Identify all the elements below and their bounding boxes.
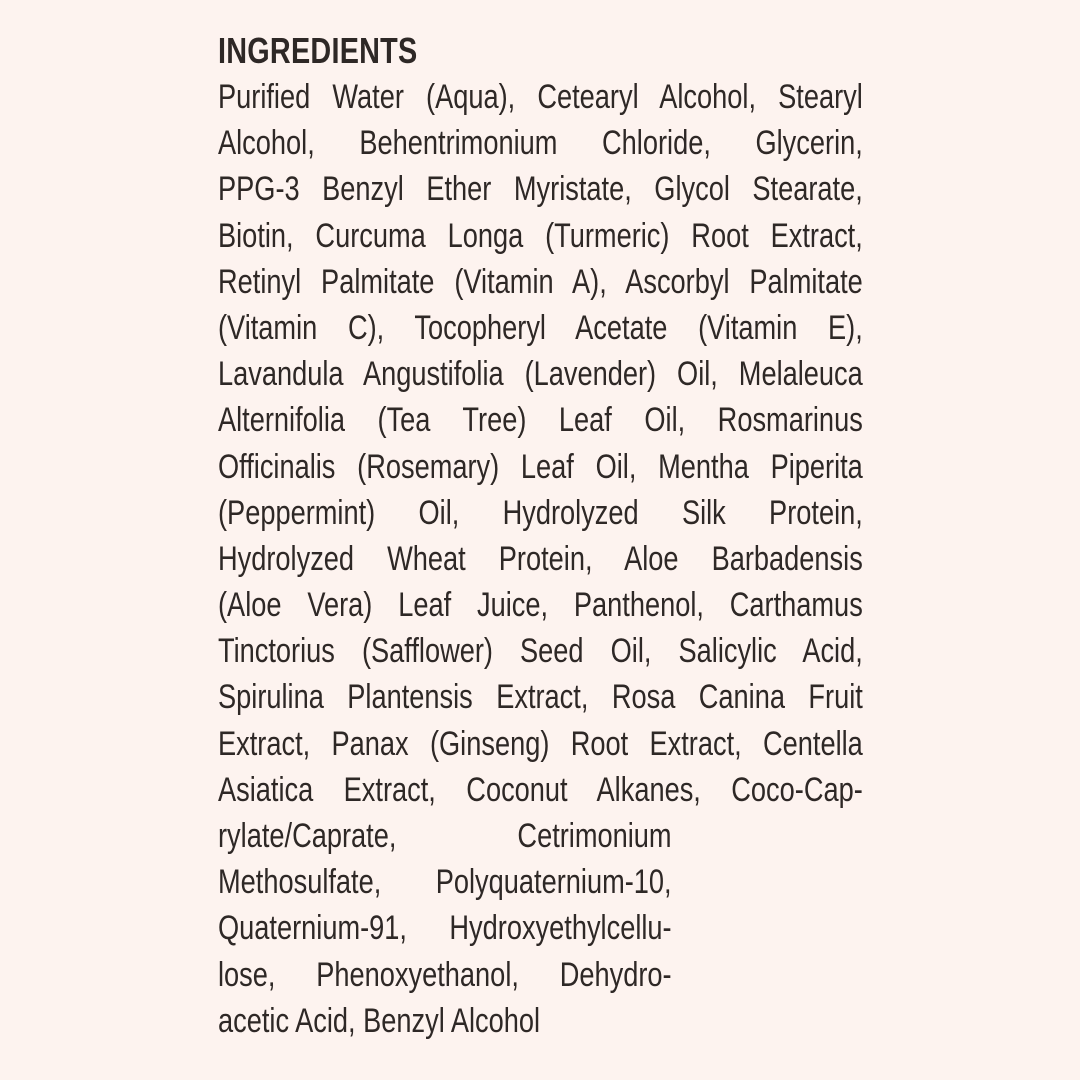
- ingredients-line: acetic Acid, Benzyl Alcohol: [218, 1001, 541, 1040]
- ingredients-line: Quaternium-91, Hydroxyethylcellu-: [218, 909, 672, 948]
- ingredients-line: Hydrolyzed Wheat Protein, Aloe Barbadensis: [218, 539, 863, 578]
- ingredients-line: Asiatica Extract, Coconut Alkanes, Coco-Cap-: [218, 770, 863, 809]
- ingredients-line: rylate/Caprate, Cetrimonium: [218, 817, 672, 855]
- ingredients-line: Lavandula Angustifolia (Lavender) Oil, Melaleuca: [218, 355, 863, 394]
- ingredients-text: [218, 74, 863, 1044]
- ingredients-line: Extract, Panax (Ginseng) Root Extract, Centella: [218, 724, 863, 763]
- ingredients-line: Alternifolia (Tea Tree) Leaf Oil, Rosmarinus: [218, 401, 863, 440]
- ingredients-line: Retinyl Palmitate (Vitamin A), Ascorbyl Palmitate: [218, 262, 863, 301]
- ingredients-line: lose, Phenoxyethanol, Dehydro-: [218, 955, 672, 994]
- ingredients-line: Purified Water (Aqua), Cetearyl Alcohol, Stearyl: [218, 78, 863, 116]
- ingredients-line: Spirulina Plantensis Extract, Rosa Canina Fruit: [218, 678, 863, 717]
- ingredients-line: Biotin, Curcuma Longa (Turmeric) Root Extract,: [218, 216, 863, 255]
- ingredients-line: Alcohol, Behentrimonium Chloride, Glycerin,: [218, 124, 863, 163]
- ingredients-line: Tinctorius (Safflower) Seed Oil, Salicylic Acid,: [218, 632, 863, 671]
- ingredients-line: (Aloe Vera) Leaf Juice, Panthenol, Carthamus: [218, 586, 863, 625]
- ingredients-panel: [218, 28, 863, 1044]
- ingredients-line: Officinalis (Rosemary) Leaf Oil, Mentha Piperita: [218, 447, 863, 486]
- ingredients-line: PPG-3 Benzyl Ether Myristate, Glycol Stearate,: [218, 170, 863, 209]
- ingredients-heading: INGREDIENTS: [218, 30, 418, 71]
- ingredients-line: (Vitamin C), Tocopheryl Acetate (Vitamin E),: [218, 308, 863, 347]
- ingredients-line: (Peppermint) Oil, Hydrolyzed Silk Protein,: [218, 493, 863, 532]
- ingredients-line: Methosulfate, Polyquaternium-10,: [218, 863, 672, 902]
